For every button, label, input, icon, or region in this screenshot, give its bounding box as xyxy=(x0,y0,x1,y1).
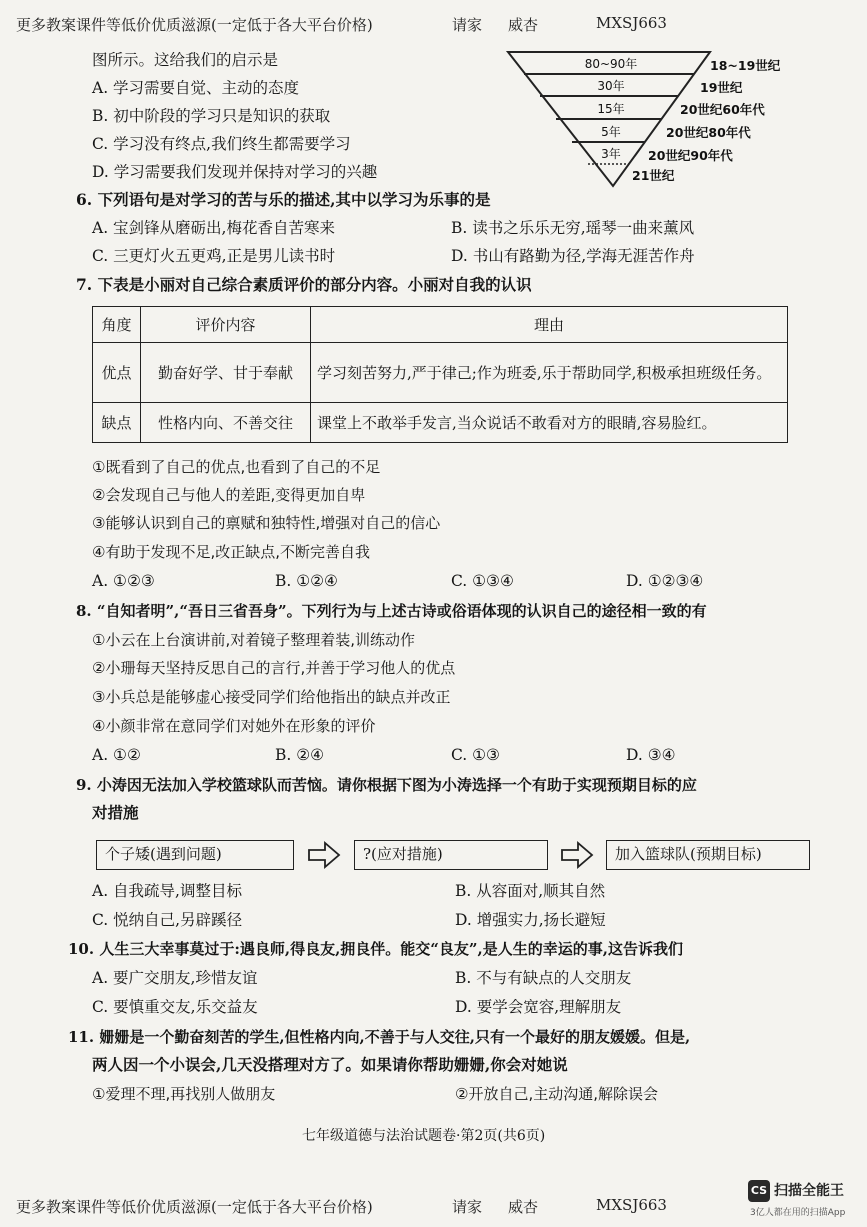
triangle-era-2: 19世纪 xyxy=(700,80,743,95)
q7-option-c: C. ①③④ xyxy=(451,572,514,590)
bottom-banner-please: 请家 xyxy=(452,1198,483,1216)
triangle-era-6: 21世纪 xyxy=(632,168,675,183)
right-arrow-icon xyxy=(307,841,341,869)
triangle-era-1: 18~19世纪 xyxy=(710,58,781,73)
q9-option-b: B. 从容面对,顺其自然 xyxy=(455,882,606,900)
bottom-banner-code: MXSJ663 xyxy=(596,1196,667,1214)
scanner-app-name: 扫描全能王 xyxy=(774,1183,844,1199)
triangle-row-value-5: 3年 xyxy=(601,147,621,161)
table-cell: 勤奋好学、甘于奉献 xyxy=(141,343,311,403)
triangle-era-4: 20世纪80年代 xyxy=(666,125,751,140)
q7-statement-2: ②会发现自己与他人的差距,变得更加自卑 xyxy=(92,486,366,504)
q10-option-b: B. 不与有缺点的人交朋友 xyxy=(455,969,632,987)
table-cell: 优点 xyxy=(93,343,141,403)
q9-stem-line-2: 对措施 xyxy=(92,803,139,822)
q7-statement-3: ③能够认识到自己的禀赋和独特性,增强对自己的信心 xyxy=(92,514,441,532)
q8-stem: 8. “自知者明”,“吾日三省吾身”。下列行为与上述古诗或俗语体现的认识自己的途径相一致的有 xyxy=(76,602,707,620)
bottom-banner-promo: 更多教案课件等低价优质滋源(一定低于各大平台价格) xyxy=(16,1198,373,1216)
q6-option-c: C. 三更灯火五更鸡,正是男儿读书时 xyxy=(92,247,336,265)
q5-stem-tail: 图所示。这给我们的启示是 xyxy=(92,51,279,69)
q8-option-d: D. ③④ xyxy=(626,746,676,764)
q9-stem-line-1: 9. 小涛因无法加入学校篮球队而苦恼。请你根据下图为小涛选择一个有助于实现预期目标的应 xyxy=(76,776,697,794)
table-cell: 课堂上不敢举手发言,当众说话不敢看对方的眼睛,容易脸红。 xyxy=(311,403,788,443)
q11-statement-2: ②开放自己,主动沟通,解除误会 xyxy=(455,1085,658,1103)
triangle-row-value-2: 30年 xyxy=(597,79,625,93)
table-header-row xyxy=(93,307,788,343)
q5-option-c: C. 学习没有终点,我们终生都需要学习 xyxy=(92,135,351,153)
q10-stem: 10. 人生三大幸事莫过于:遇良师,得良友,拥良伴。能交“良友”,是人生的幸运的事,这告诉我们 xyxy=(68,940,684,958)
top-banner-please: 请家 xyxy=(452,16,483,34)
q7-option-b: B. ①②④ xyxy=(275,572,338,590)
table-cell: 学习刻苦努力,严于律己;作为班委,乐于帮助同学,积极承担班级任务。 xyxy=(311,343,788,403)
table-header-cell: 理由 xyxy=(311,307,788,343)
q6-option-b: B. 读书之乐乐无穷,瑶琴一曲来薰风 xyxy=(451,219,695,237)
scanner-app-tagline: 3亿人都在用的扫描App xyxy=(750,1208,846,1218)
q11-stem-line-2: 两人因一个小误会,几天没搭理对方了。如果请你帮助姗姗,你会对她说 xyxy=(92,1055,568,1074)
q8-option-a: A. ①② xyxy=(92,746,141,764)
q8-statement-2: ②小珊每天坚持反思自己的言行,并善于学习他人的优点 xyxy=(92,659,456,677)
q9-option-d: D. 增强实力,扬长避短 xyxy=(455,911,606,929)
table-cell: 性格内向、不善交往 xyxy=(141,403,311,443)
table-cell: 缺点 xyxy=(93,403,141,443)
top-banner-promo: 更多教案课件等低价优质滋源(一定低于各大平台价格) xyxy=(16,16,373,34)
page-number-label: 七年级道德与法治试题卷·第2页(共6页) xyxy=(302,1128,546,1144)
knowledge-update-triangle xyxy=(500,46,850,194)
q10-option-a: A. 要广交朋友,珍惜友谊 xyxy=(92,969,258,987)
top-banner-code: MXSJ663 xyxy=(596,14,667,32)
q9-option-c: C. 悦纳自己,另辟蹊径 xyxy=(92,911,243,929)
q8-statement-4: ④小颜非常在意同学们对她外在形象的评价 xyxy=(92,717,376,735)
q7-option-d: D. ①②③④ xyxy=(626,572,704,590)
flow-box-goal: 加入篮球队(预期目标) xyxy=(606,840,810,870)
q10-option-c: C. 要慎重交友,乐交益友 xyxy=(92,998,258,1016)
flow-box-problem: 个子矮(遇到问题) xyxy=(96,840,294,870)
camscanner-logo-icon: CS xyxy=(748,1180,770,1202)
triangle-row-value-4: 5年 xyxy=(601,125,621,139)
q5-option-d: D. 学习需要我们发现并保持对学习的兴趣 xyxy=(92,163,378,181)
q6-option-a: A. 宝剑锋从磨砺出,梅花香自苦寒来 xyxy=(92,219,335,237)
flow-box-measure: ?(应对措施) xyxy=(354,840,548,870)
q7-statement-4: ④有助于发现不足,改正缺点,不断完善自我 xyxy=(92,543,370,561)
q9-option-a: A. 自我疏导,调整目标 xyxy=(92,882,242,900)
table-header-cell: 评价内容 xyxy=(141,307,311,343)
q11-stem-line-1: 11. 姗姗是一个勤奋刻苦的学生,但性格内向,不善于与人交往,只有一个最好的朋友媛媛。但是, xyxy=(68,1028,691,1046)
q5-option-b: B. 初中阶段的学习只是知识的获取 xyxy=(92,107,331,125)
bottom-banner-contact: 威杏 xyxy=(508,1198,539,1216)
q5-option-a: A. 学习需要自觉、主动的态度 xyxy=(92,79,300,97)
top-banner-contact: 威杏 xyxy=(508,16,539,34)
q8-option-b: B. ②④ xyxy=(275,746,325,764)
q6-option-d: D. 书山有路勤为径,学海无涯苦作舟 xyxy=(451,247,695,265)
triangle-row-value-3: 15年 xyxy=(597,102,625,116)
right-arrow-icon xyxy=(560,841,594,869)
table-row xyxy=(93,343,788,403)
triangle-row-value-1: 80~90年 xyxy=(584,57,638,71)
q7-statement-1: ①既看到了自己的优点,也看到了自己的不足 xyxy=(92,458,381,476)
self-evaluation-table xyxy=(92,306,788,443)
q8-statement-1: ①小云在上台演讲前,对着镜子整理着装,训练动作 xyxy=(92,631,415,649)
triangle-era-5: 20世纪90年代 xyxy=(648,148,733,163)
q8-statement-3: ③小兵总是能够虚心接受同学们给他指出的缺点并改正 xyxy=(92,688,451,706)
triangle-era-3: 20世纪60年代 xyxy=(680,102,765,117)
q11-statement-1: ①爱理不理,再找别人做朋友 xyxy=(92,1085,276,1103)
q8-option-c: C. ①③ xyxy=(451,746,500,764)
table-row xyxy=(93,403,788,443)
q7-stem: 7. 下表是小丽对自己综合素质评价的部分内容。小丽对自我的认识 xyxy=(76,275,532,294)
q7-option-a: A. ①②③ xyxy=(92,572,155,590)
q6-stem: 6. 下列语句是对学习的苦与乐的描述,其中以学习为乐事的是 xyxy=(76,190,491,209)
table-header-cell: 角度 xyxy=(93,307,141,343)
q10-option-d: D. 要学会宽容,理解朋友 xyxy=(455,998,622,1016)
